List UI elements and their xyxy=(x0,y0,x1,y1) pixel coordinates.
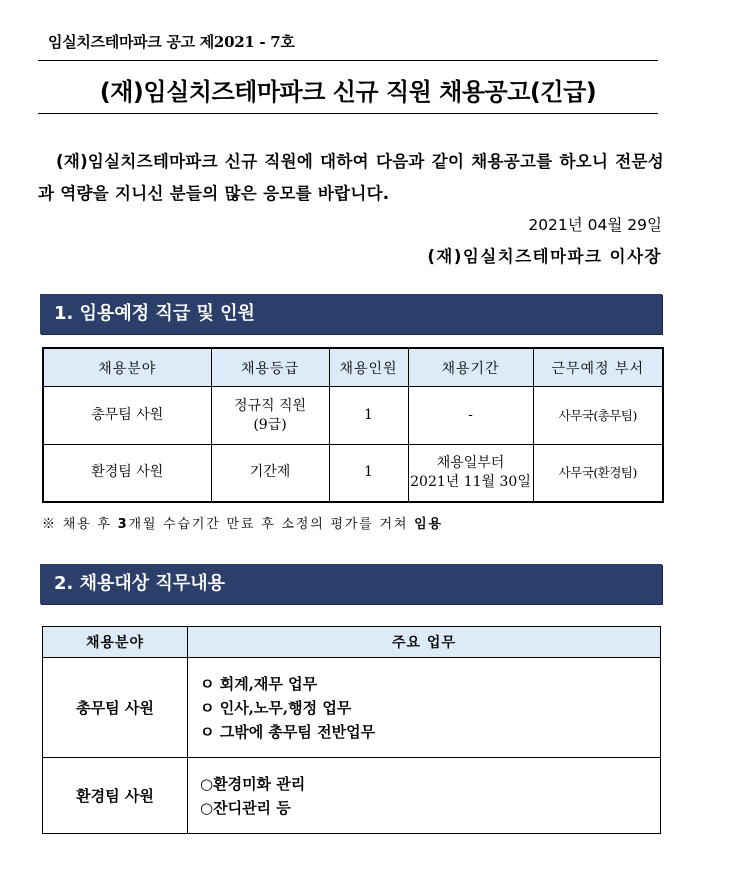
column-header: 채용분야 xyxy=(43,627,188,658)
duty-item: ㅇ 인사,노무,행정 업무 xyxy=(200,698,352,717)
page-title: (재)임실치즈테마파크 신규 직원 채용공고(긴급) xyxy=(99,78,597,106)
table-row xyxy=(43,658,661,758)
recruitment-positions-table xyxy=(42,347,664,503)
footnote-prefix: ※ 채용 후 xyxy=(42,517,118,532)
table-cell: 1 xyxy=(329,387,408,445)
table-cell: 정규직 직원 (9급) xyxy=(211,387,329,445)
section1-header: 1. 임용예정 직급 및 인원 xyxy=(40,294,662,334)
duty-item: ○환경미화 관리 xyxy=(200,774,306,793)
title-top-rule xyxy=(38,60,658,61)
table-cell: 환경팀 사원 xyxy=(43,445,211,502)
table-cell: 기간제 xyxy=(211,445,329,502)
duty-item: ㅇ 회계,재무 업무 xyxy=(200,674,318,693)
duty-item: ○잔디관리 등 xyxy=(200,798,291,817)
column-header: 채용기간 xyxy=(408,348,533,387)
title-bottom-rule xyxy=(38,113,658,114)
table-cell: 총무팀 사원 xyxy=(43,387,211,445)
section2-header: 2. 채용대상 직무내용 xyxy=(40,564,662,604)
table-cell: 총무팀 사원 xyxy=(43,658,188,758)
table-header-row xyxy=(43,348,663,387)
table-row xyxy=(43,758,661,834)
table-cell: 1 xyxy=(329,445,408,502)
table-row xyxy=(43,387,663,445)
notice-number: 임실치즈테마파크 공고 제2021 - 7호 xyxy=(48,33,295,51)
column-header: 채용인원 xyxy=(329,348,408,387)
intro-text: (재)임실치즈테마파크 신규 직원에 대하여 다음과 같이 채용공고를 하오니 전문성과 역량을 지니신 분들의 많은 응모를 바랍니다. xyxy=(38,152,664,203)
intro-paragraph xyxy=(38,146,664,210)
column-header: 주요 업무 xyxy=(188,627,661,658)
table-cell: 환경팀 사원 xyxy=(43,758,188,834)
probation-footnote xyxy=(42,513,443,532)
announcement-date: 2021년 04월 29일 xyxy=(528,216,662,234)
footnote-middle: 개월 수습기간 만료 후 소정의 평가를 거쳐 xyxy=(128,517,415,532)
table-cell: - xyxy=(408,387,533,445)
table-cell: 사무국(총무팀) xyxy=(533,387,663,445)
footnote-end: 임용 xyxy=(414,517,443,532)
duty-item: ㅇ 그밖에 총무팀 전반업무 xyxy=(200,722,376,741)
table-cell: 채용일부터 2021년 11월 30일 xyxy=(408,445,533,502)
column-header: 채용분야 xyxy=(43,348,211,387)
footnote-number: 3 xyxy=(117,517,129,532)
table-cell: 사무국(환경팀) xyxy=(533,445,663,502)
table-header-row xyxy=(43,627,661,658)
signer: (재)임실치즈테마파크 이사장 xyxy=(427,247,662,266)
table-row xyxy=(43,445,663,502)
job-duties-table xyxy=(42,626,661,834)
duties-cell xyxy=(188,658,661,758)
duties-cell xyxy=(188,758,661,834)
column-header: 근무예정 부서 xyxy=(533,348,663,387)
column-header: 채용등급 xyxy=(211,348,329,387)
